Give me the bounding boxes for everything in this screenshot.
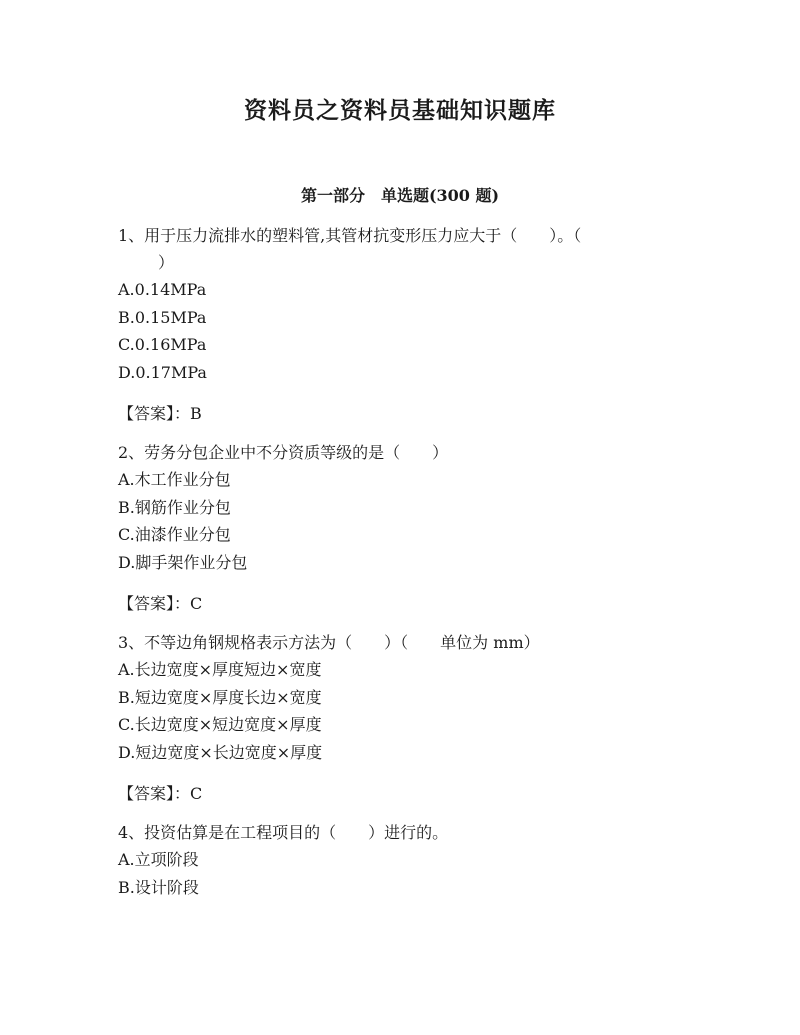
document-title: 资料员之资料员基础知识题库 xyxy=(244,97,556,124)
section-title: 第一部分 单选题(300 题) xyxy=(300,186,500,205)
question-stem: 4、投资估算是在工程项目的（ ）进行的。 xyxy=(118,823,449,842)
question-1 xyxy=(118,222,678,427)
question-list xyxy=(118,222,678,901)
option-c: C.油漆作业分包 xyxy=(118,525,231,544)
option-d: D.短边宽度×长边宽度×厚度 xyxy=(118,742,323,762)
answer: 【答案】：C xyxy=(118,594,203,613)
question-4 xyxy=(118,819,678,901)
option-a: A.长边宽度×厚度短边×宽度 xyxy=(118,660,322,679)
option-a: A.0.14MPa xyxy=(118,280,207,299)
option-d: D.脚手架作业分包 xyxy=(118,552,248,572)
option-b: B.0.15MPa xyxy=(118,307,207,327)
question-2 xyxy=(118,439,678,617)
question-stem: 2、劳务分包企业中不分资质等级的是（ ） xyxy=(118,443,449,462)
option-b: B.短边宽度×厚度长边×宽度 xyxy=(118,687,322,707)
question-stem-line: 1、用于压力流排水的塑料管,其管材抗变形压力应大于（ ）。（ xyxy=(118,226,582,245)
option-c: C.长边宽度×短边宽度×厚度 xyxy=(118,715,322,734)
option-a: A.立项阶段 xyxy=(118,850,199,869)
question-stem xyxy=(118,222,678,276)
answer: 【答案】：B xyxy=(118,404,202,423)
question-3 xyxy=(118,629,678,807)
option-b: B.钢筋作业分包 xyxy=(118,497,231,517)
answer: 【答案】：C xyxy=(118,784,203,803)
option-d: D.0.17MPa xyxy=(118,362,207,382)
question-stem: 3、不等边角钢规格表示方法为（ ）（ 单位为 mm） xyxy=(118,633,540,652)
option-c: C.0.16MPa xyxy=(118,335,207,354)
option-a: A.木工作业分包 xyxy=(118,470,231,489)
option-b: B.设计阶段 xyxy=(118,877,199,897)
question-stem-continuation: ） xyxy=(158,253,175,272)
